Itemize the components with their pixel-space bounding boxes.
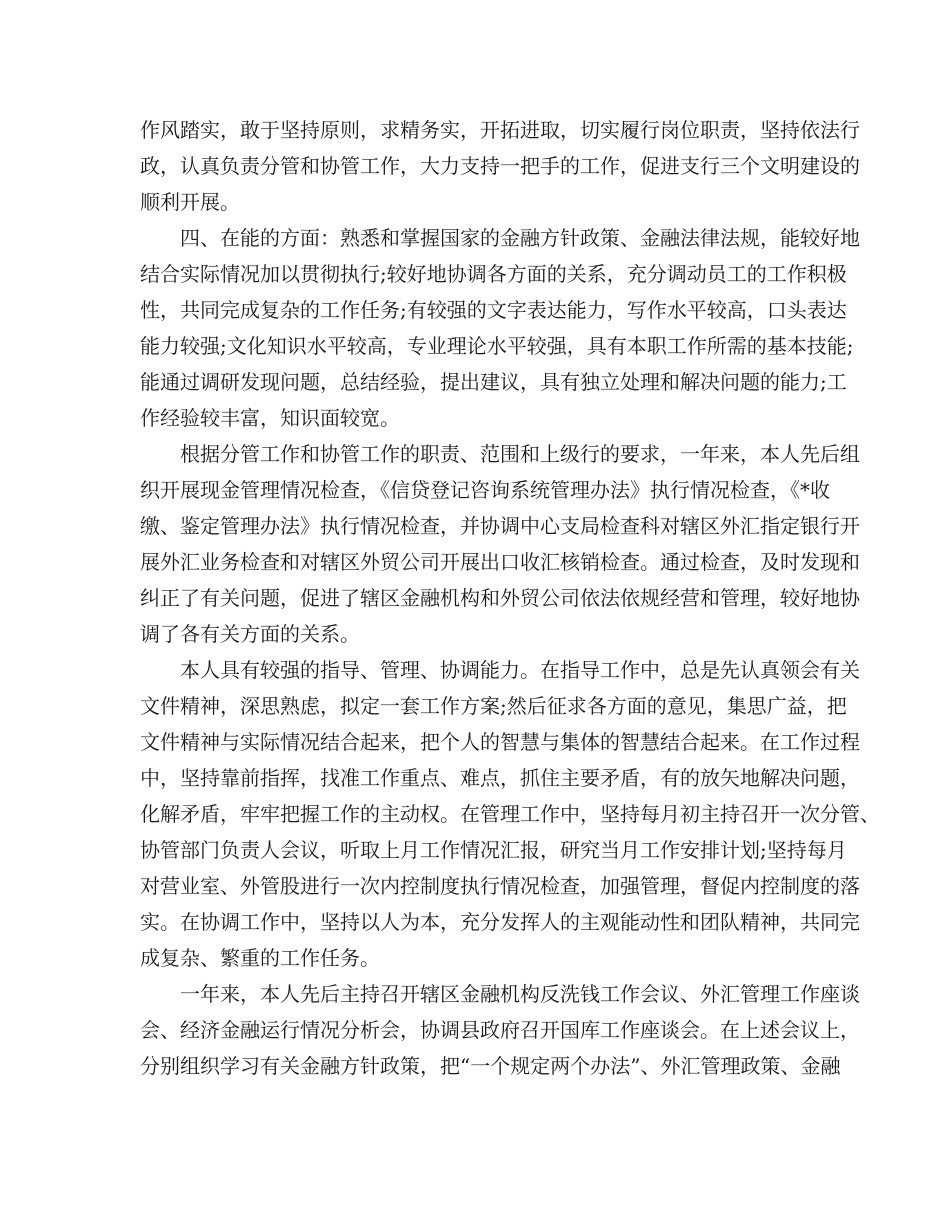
text-line: 展外汇业务检查和对辖区外贸公司开展出口收汇核销检查。通过检查，及时发现和 (140, 550, 860, 574)
text-line: 作经验较丰富，知识面较宽。 (140, 406, 400, 430)
text-line: 实。在协调工作中，坚持以人为本，充分发挥人的主观能动性和团队精神，共同完 (140, 910, 860, 934)
text-line: 政，认真负责分管和协管工作，大力支持一把手的工作，促进支行三个文明建设的 (140, 154, 860, 178)
text-line: 根据分管工作和协管工作的职责、范围和上级行的要求，一年来，本人先后组 (180, 442, 860, 466)
text-line: 本人具有较强的指导、管理、协调能力。在指导工作中，总是先认真领会有关 (180, 658, 860, 682)
text-line: 顺利开展。 (140, 190, 240, 214)
text-line: 分别组织学习有关金融方针政策，把“一个规定两个办法”、外汇管理政策、金融 (140, 1054, 841, 1078)
text-line: 调了各有关方面的关系。 (140, 622, 360, 646)
text-line: 协管部门负责人会议，听取上月工作情况汇报，研究当月工作安排计划;坚持每月 (140, 838, 847, 862)
text-line: 成复杂、繁重的工作任务。 (140, 946, 380, 970)
text-line: 文件精神，深思熟虑，拟定一套工作方案;然后征求各方面的意见，集思广益，把 (140, 694, 847, 718)
text-line: 纠正了有关问题，促进了辖区金融机构和外贸公司依法依规经营和管理，较好地协 (140, 586, 860, 610)
text-line: 四、在能的方面：熟悉和掌握国家的金融方针政策、金融法律法规，能较好地 (180, 226, 860, 250)
text-line: 织开展现金管理情况检查，《信贷登记咨询系统管理办法》执行情况检查，《*收 (140, 478, 830, 502)
text-line: 性，共同完成复杂的工作任务;有较强的文字表达能力，写作水平较高，口头表达 (140, 298, 847, 322)
text-line: 会、经济金融运行情况分析会，协调县政府召开国库工作座谈会。在上述会议上， (140, 1018, 860, 1042)
text-line: 能力较强;文化知识水平较高，专业理论水平较强，具有本职工作所需的基本技能; (140, 334, 854, 358)
text-line: 对营业室、外管股进行一次内控制度执行情况检查，加强管理，督促内控制度的落 (140, 874, 860, 898)
text-line: 能通过调研发现问题，总结经验，提出建议，具有独立处理和解决问题的能力;工 (140, 370, 847, 394)
text-line: 一年来，本人先后主持召开辖区金融机构反洗钱工作会议、外汇管理工作座谈 (180, 982, 860, 1006)
text-line: 化解矛盾，牢牢把握工作的主动权。在管理工作中，坚持每月初主持召开一次分管、 (140, 802, 880, 826)
text-line: 文件精神与实际情况结合起来，把个人的智慧与集体的智慧结合起来。在工作过程 (140, 730, 860, 754)
text-line: 作风踏实，敢于坚持原则，求精务实，开拓进取，切实履行岗位职责，坚持依法行 (140, 118, 860, 142)
text-line: 缴、鉴定管理办法》执行情况检查，并协调中心支局检查科对辖区外汇指定银行开 (140, 514, 860, 538)
text-line: 结合实际情况加以贯彻执行;较好地协调各方面的关系，充分调动员工的工作积极 (140, 262, 847, 286)
text-line: 中，坚持靠前指挥，找准工作重点、难点，抓住主要矛盾，有的放矢地解决问题， (140, 766, 860, 790)
